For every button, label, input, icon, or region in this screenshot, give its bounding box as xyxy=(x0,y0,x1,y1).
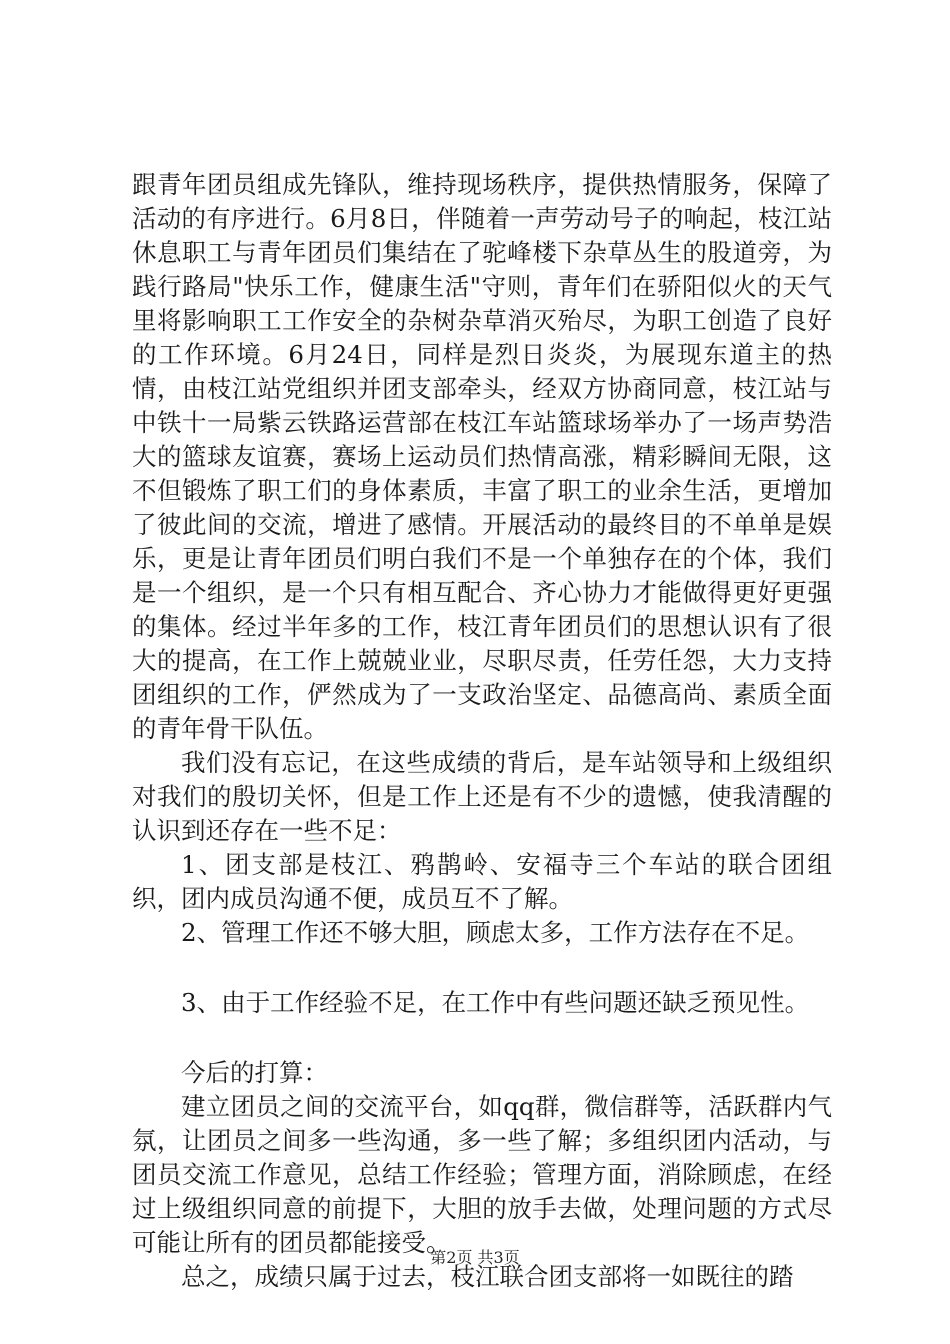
document-body xyxy=(132,168,832,1294)
paragraph-conclusion: 总之，成绩只属于过去，枝江联合团支部将一如既往的踏 xyxy=(181,1262,794,1291)
paragraph-plans: 建立团员之间的交流平台，如qq群，微信群等，活跃群内气氛，让团员之间多一些沟通，多一些了解；多组织团内活动，与团员交流工作意见，总结工作经验；管理方面，消除顾虑，在经过上级组织同意的前提下，大胆的放手去做，处理问题的方式尽可能让所有的团员都能接受。 xyxy=(132,1092,832,1257)
paragraph-reflection: 我们没有忘记，在这些成绩的背后，是车站领导和上级组织对我们的殷切关怀，但是工作上还是有不少的遗憾，使我清醒的认识到还存在一些不足： xyxy=(132,748,832,845)
paragraph-shortcoming-2: 2、管理工作还不够大胆，顾虑太多，工作方法存在不足。 xyxy=(181,918,810,947)
paragraph-plans-heading: 今后的打算： xyxy=(181,1058,328,1087)
paragraph-shortcoming-3: 3、由于工作经验不足，在工作中有些问题还缺乏预见性。 xyxy=(181,988,810,1017)
paragraph-shortcoming-1: 1、团支部是枝江、鸦鹊岭、安福寺三个车站的联合团组织，团内成员沟通不便，成员互不了解。 xyxy=(132,850,832,913)
paragraph-activities: 跟青年团员组成先锋队，维持现场秩序，提供热情服务，保障了活动的有序进行。6月8日，伴随着一声劳动号子的响起，枝江站休息职工与青年团员们集结在了驼峰楼下杂草丛生的股道旁，为践行路局"快乐工作，健康生活"守则，青年们在骄阳似火的天气里将影响职工工作安全的杂树杂草消灭殆尽，为职工创造了良好的工作环境。6月24日，同样是烈日炎炎，为展现东道主的热情，由枝江站党组织并团支部牵头，经双方协商同意，枝江站与中铁十一局紫云铁路运营部在枝江车站篮球场举办了一场声势浩大的篮球友谊赛，赛场上运动员们热情高涨，精彩瞬间无限，这不但锻炼了职工们的身体素质，丰富了职工的业余生活，更增加了彼此间的交流，增进了感情。开展活动的最终目的不单单是娱乐，更是让青年团员们明白我们不是一个单独存在的个体，我们是一个组织，是一个只有相互配合、齐心协力才能做得更好更强的集体。经过半年多的工作，枝江青年团员们的思想认识有了很大的提高，在工作上兢兢业业，尽职尽责，任劳任怨，大力支持团组织的工作，俨然成为了一支政治坚定、品德高尚、素质全面的青年骨干队伍。 xyxy=(132,170,832,743)
page-number-footer: 第2页 共3页 xyxy=(430,1248,520,1267)
